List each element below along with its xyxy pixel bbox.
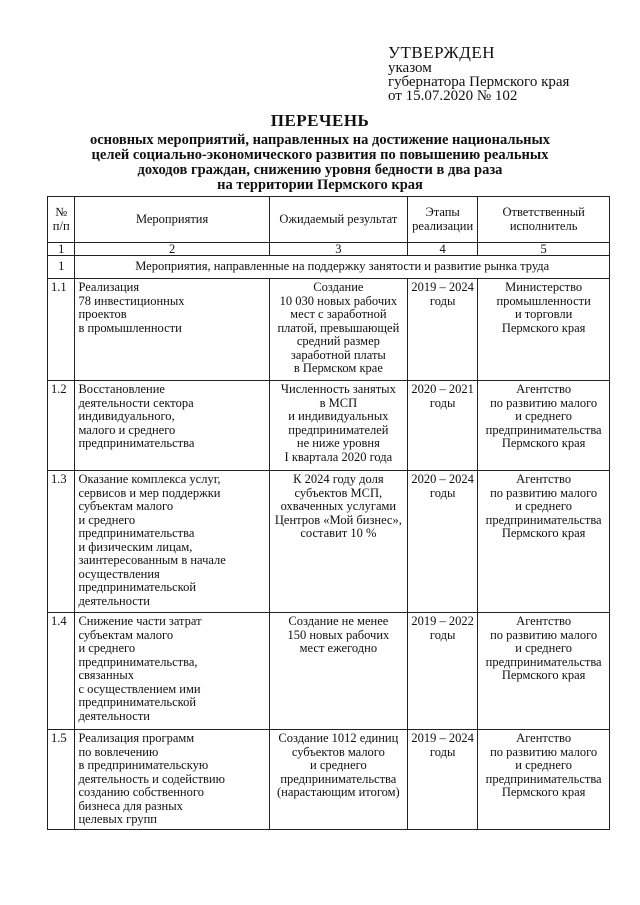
approval-line-governor: губернатора Пермского края <box>388 74 570 90</box>
row-period: 2019 – 2024 годы <box>408 730 478 830</box>
row-activity: Оказание комплекса услуг, сервисов и мер поддержки субъектам малого и среднего предпринимательства и физическим лицам, заинтересованным в начале осуществления предпринимательской деятельности <box>75 471 269 613</box>
column-number-row <box>48 243 610 256</box>
row-period: 2019 – 2022 годы <box>408 613 478 730</box>
row-period: 2019 – 2024 годы <box>408 279 478 381</box>
table-row <box>48 613 610 730</box>
row-number: 1.2 <box>48 381 75 471</box>
row-result: К 2024 году доля субъектов МСП, охваченных услугами Центров «Мой бизнес», составит 10 % <box>269 471 407 613</box>
header-number: № п/п <box>48 197 75 243</box>
row-period: 2020 – 2021 годы <box>408 381 478 471</box>
row-number: 1.1 <box>48 279 75 381</box>
row-executor: Агентство по развитию малого и среднего предпринимательства Пермского края <box>478 613 610 730</box>
row-activity: Реализация 78 инвестиционных проектов в промышленности <box>75 279 269 381</box>
column-number: 3 <box>269 243 407 256</box>
section-title: Мероприятия, направленные на поддержку занятости и развитие рынка труда <box>75 256 610 279</box>
table-row <box>48 279 610 381</box>
table-header-row <box>48 197 610 243</box>
header-executor: Ответственный исполнитель <box>478 197 610 243</box>
row-executor: Министерство промышленности и торговли Пермского края <box>478 279 610 381</box>
row-activity: Восстановление деятельности сектора индивидуального, малого и среднего предпринимательства <box>75 381 269 471</box>
row-executor: Агентство по развитию малого и среднего предпринимательства Пермского края <box>478 381 610 471</box>
header-period: Этапы реализации <box>408 197 478 243</box>
row-executor: Агентство по развитию малого и среднего предпринимательства Пермского края <box>478 471 610 613</box>
approval-line-date: от 15.07.2020 № 102 <box>388 88 518 104</box>
row-executor: Агентство по развитию малого и среднего предпринимательства Пермского края <box>478 730 610 830</box>
row-result: Создание 1012 единиц субъектов малого и среднего предпринимательства (нарастающим итогом) <box>269 730 407 830</box>
row-result: Создание 10 030 новых рабочих мест с заработной платой, превышающей средний размер заработной платы в Пермском крае <box>269 279 407 381</box>
document-heading: ПЕРЕЧЕНЬ <box>270 111 370 130</box>
row-number: 1.4 <box>48 613 75 730</box>
approval-line-decree: указом <box>388 60 432 76</box>
approval-block <box>388 44 569 103</box>
column-number: 4 <box>408 243 478 256</box>
row-result: Создание не менее 150 новых рабочих мест ежегодно <box>269 613 407 730</box>
document-subtitle: основных мероприятий, направленных на достижение национальных целей социально-экономического развития по повышению реальных доходов граждан, снижению уровня бедности в два раза на территории Пермского края <box>89 132 551 193</box>
row-result: Численность занятых в МСП и индивидуальных предпринимателей не ниже уровня I квартала 2020 года <box>269 381 407 471</box>
column-number: 2 <box>75 243 269 256</box>
section-number: 1 <box>48 256 75 279</box>
document-title <box>40 111 600 193</box>
row-activity: Снижение части затрат субъектам малого и среднего предпринимательства, связанных с осуществлением ими предпринимательской деятельности <box>75 613 269 730</box>
column-number: 5 <box>478 243 610 256</box>
header-result: Ожидаемый результат <box>269 197 407 243</box>
section-row <box>48 256 610 279</box>
table-row <box>48 471 610 613</box>
row-activity: Реализация программ по вовлечению в предпринимательскую деятельность и содействию созданию собственного бизнеса для разных целевых групп <box>75 730 269 830</box>
header-activity: Мероприятия <box>75 197 269 243</box>
row-number: 1.5 <box>48 730 75 830</box>
row-number: 1.3 <box>48 471 75 613</box>
measures-table <box>47 196 610 830</box>
table-row <box>48 381 610 471</box>
row-period: 2020 – 2024 годы <box>408 471 478 613</box>
approval-title: УТВЕРЖДЕН <box>388 43 495 62</box>
table-row <box>48 730 610 830</box>
column-number: 1 <box>48 243 75 256</box>
